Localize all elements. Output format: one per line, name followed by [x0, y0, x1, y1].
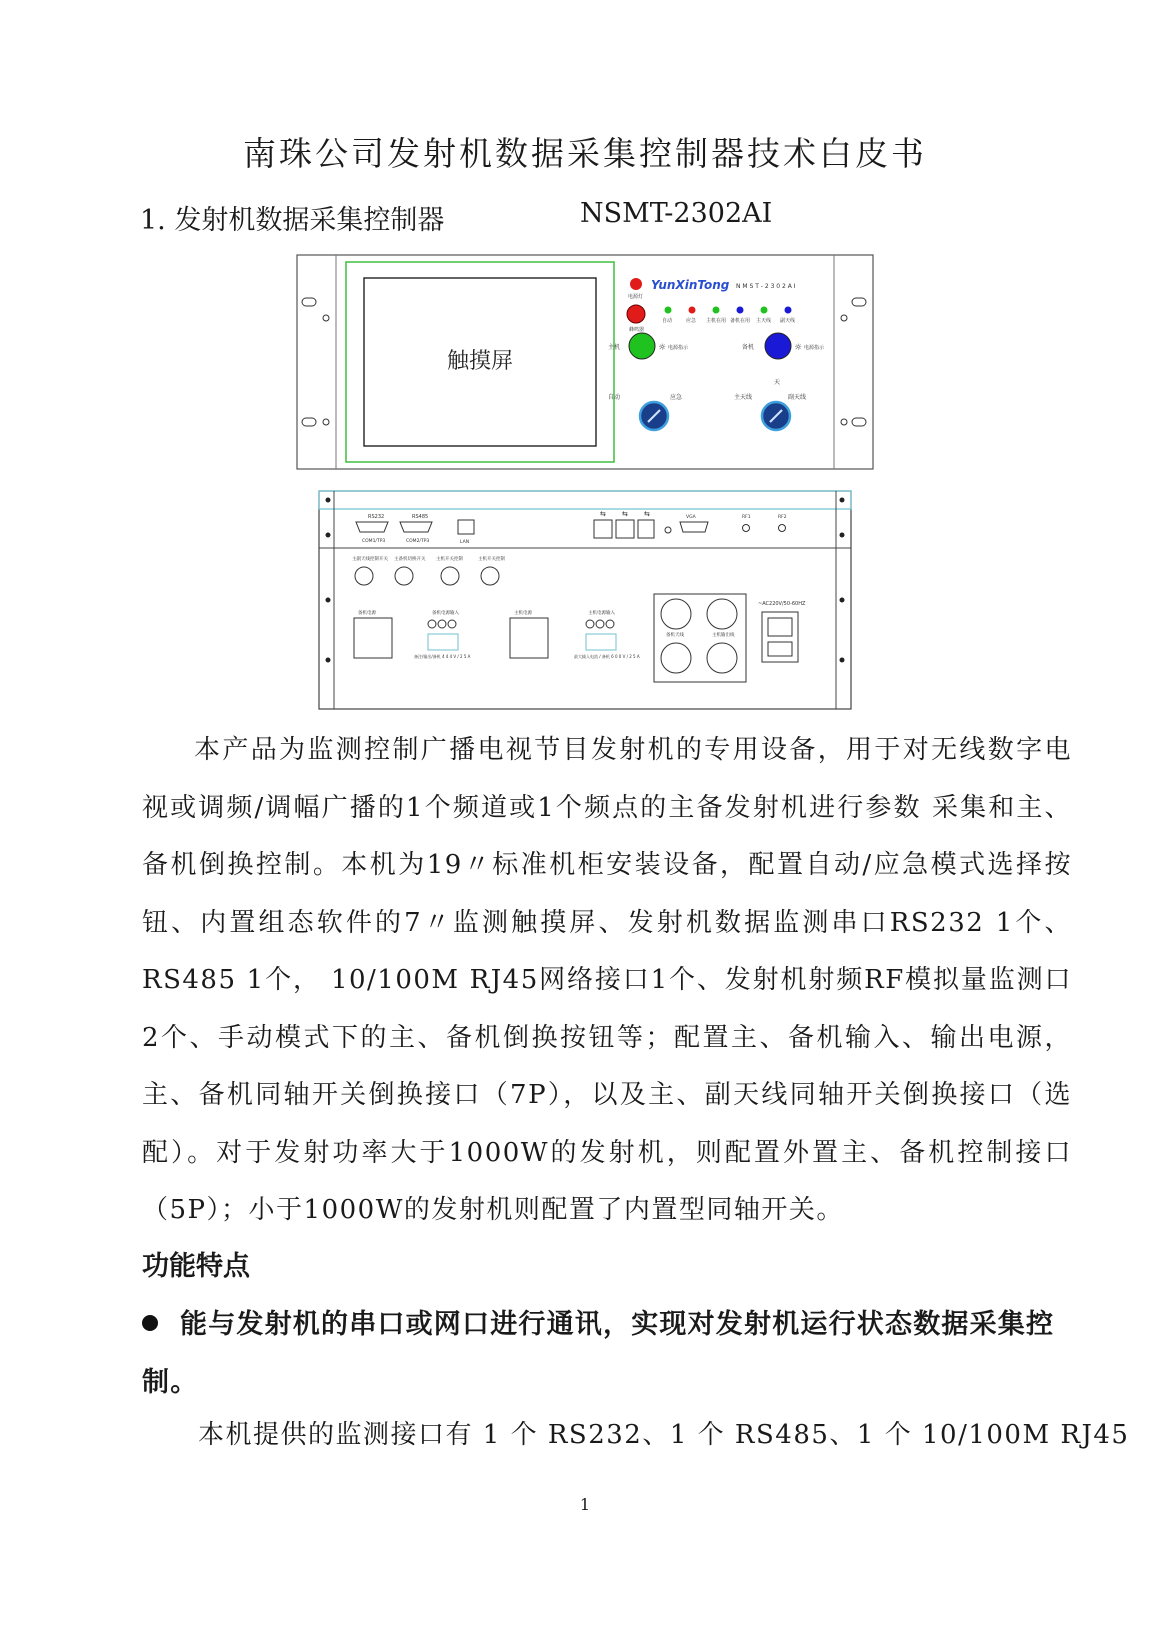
mode-auto-label: 自动: [608, 394, 621, 401]
indicator-backup-icon: [737, 307, 744, 314]
main-power-label: 主机电源: [514, 611, 532, 616]
rs232-sub-label: COM1/TP3: [362, 539, 386, 544]
indicator-emergency-icon: [689, 307, 696, 314]
feature-detail: 本机提供的监测接口有 1 个 RS232、1 个 RS485、1 个 10/100M RJ45: [198, 1420, 1130, 1450]
front-panel-drawing: [296, 254, 874, 470]
ant-backup-label: 备机天线: [666, 633, 684, 638]
indicator-label: 副天线: [780, 318, 796, 324]
rf1-label: RF1: [742, 515, 751, 520]
switch-label: 主机开关控制: [436, 557, 463, 562]
main-button-label: 主机: [608, 344, 621, 351]
sun-icon: ☼: [658, 343, 667, 353]
main-power-input-label: 主机电源输入: [588, 611, 615, 616]
product-description: 本产品为监测控制广播电视节目发射机的专用设备，用于对无线数字电视或调频/调幅广播的1个频道或1个频点的主备发射机进行参数 采集和主、备机倒换控制。本机为19〃标准机柜安装设备，配置自动/应急模式选择按钮、内置组态软件的7〃监测触摸屏、发射机数据监测串口RS232 1个、RS485 1个， 10/100M RJ45网络接口1个、发射机射频RF模拟量监测口2个、手动模式下的主、备机倒换按钮等；配置主、备机输入、输出电源，主、备机同轴开关倒换接口（7P），以及主、副天线同轴开关倒换接口（选配）。对于发射功率大于1000W的发射机，则配置外置主、备机控制接口（5P）；小于1000W的发射机则配置了内置型同轴开关。: [142, 735, 1072, 1225]
power-indicator-label: 电源指示: [668, 345, 689, 351]
document-title: 南珠公司发射机数据采集控制器技术白皮书: [243, 134, 927, 173]
indicator-main-antenna-icon: [761, 307, 768, 314]
indicator-label: 应急: [686, 318, 697, 324]
usb-icon: ⇆: [622, 510, 628, 518]
indicator-label: 主天线: [756, 318, 772, 324]
bullet-icon: [142, 1315, 158, 1331]
rs485-sub-label: COM2/TP3: [406, 539, 430, 544]
lan-label: LAN: [460, 540, 470, 545]
indicator-label: 主机在用: [706, 318, 727, 324]
rs232-label: RS232: [368, 514, 385, 520]
usb-icon: ⇆: [644, 510, 650, 518]
switch-label: 主机开关控制: [478, 557, 505, 562]
main-note: 最大输入电流 / 备机 6 0 0 V / 2 5 A: [574, 654, 640, 659]
switch-label: 主副天线控制开关: [352, 557, 388, 562]
power-light-icon: [630, 278, 642, 290]
power-indicator-label: 电源指示: [804, 345, 825, 351]
indicator-sub-antenna-icon: [785, 307, 792, 314]
backup-button-label: 备机: [742, 344, 755, 351]
section-heading: 1. 发射机数据采集控制器: [140, 205, 445, 236]
rs485-label: RS485: [412, 514, 429, 520]
feature-bullet: [142, 1296, 1072, 1412]
feature-bullet-text: 能与发射机的串口或网口进行通讯，实现对发射机运行状态数据采集控制。: [142, 1309, 1055, 1398]
ant-main-label: 主机输出线: [712, 633, 735, 638]
panel-model-text: N M S T - 2 3 0 2 A I: [736, 283, 796, 290]
indicator-main-icon: [713, 307, 720, 314]
brand-logo: YunXinTong: [651, 278, 730, 292]
model-number: NSMT-2302AI: [580, 198, 773, 229]
antenna-main-label: 主天线: [734, 394, 753, 401]
indicator-label: 备机在用: [730, 318, 751, 324]
features-heading: 功能特点: [142, 1251, 250, 1282]
touch-screen-label: 触摸屏: [446, 349, 514, 374]
rf2-label: RF2: [778, 515, 787, 520]
antenna-sub-label: 副天线: [788, 394, 807, 401]
mode-emergency-label: 应急: [670, 394, 683, 401]
vga-label: VGA: [686, 515, 696, 520]
indicator-auto-icon: [665, 307, 672, 314]
switch-label: 主备机切换开关: [394, 557, 426, 562]
backup-note: 备注/输出/备机 4 4 4 V / 2 5 A: [414, 654, 471, 659]
backup-power-input-label: 备机电源输入: [432, 611, 459, 616]
power-light-label: 电源灯: [628, 294, 644, 300]
buzzer-label: 蜂鸣器: [629, 327, 645, 333]
usb-icon: ⇆: [600, 510, 606, 518]
antenna-top-label: 天: [774, 379, 781, 386]
page-number: 1: [579, 1495, 591, 1514]
sun-icon: ☼: [794, 343, 803, 353]
power-spec-label: ~AC220V/50-60HZ: [758, 601, 806, 607]
rear-panel-drawing: [318, 490, 852, 710]
buzzer-button: [627, 305, 645, 323]
main-button: [629, 333, 655, 359]
backup-button: [765, 333, 791, 359]
backup-power-label: 备机电源: [358, 611, 376, 616]
indicator-label: 自动: [662, 318, 673, 324]
